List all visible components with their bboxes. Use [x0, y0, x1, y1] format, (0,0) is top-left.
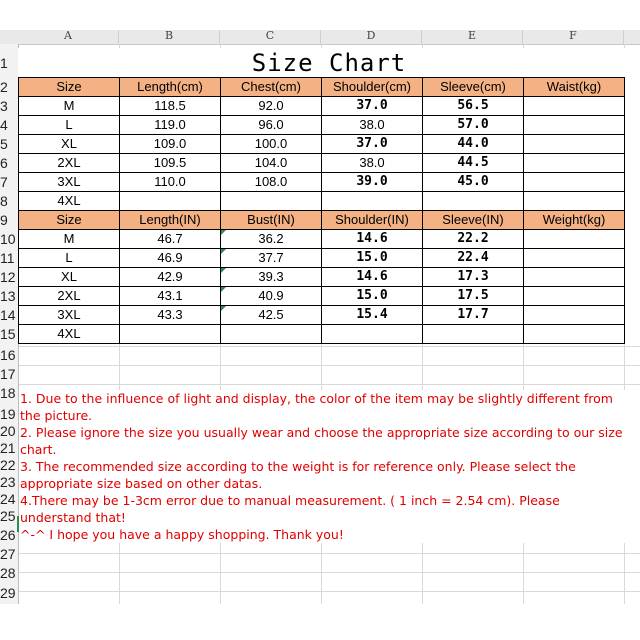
- row-number[interactable]: 26: [0, 527, 16, 543]
- table-cell[interactable]: 37.0: [322, 97, 423, 116]
- column-header-e[interactable]: E: [422, 30, 523, 44]
- table-cell[interactable]: [120, 325, 221, 344]
- table-cell[interactable]: 56.5: [423, 97, 524, 116]
- column-header-a[interactable]: A: [18, 30, 119, 44]
- table-cell[interactable]: 22.4: [423, 249, 524, 268]
- table-cell[interactable]: 109.0: [120, 135, 221, 154]
- table-cell[interactable]: 109.5: [120, 154, 221, 173]
- table-cell[interactable]: [322, 325, 423, 344]
- row-number[interactable]: 23: [0, 474, 16, 490]
- grid-line: [18, 572, 640, 573]
- note-item: ^-^ I hope you have a happy shopping. Thank you!: [20, 527, 344, 542]
- grid-line: [18, 384, 640, 385]
- header-cell[interactable]: Shoulder(IN): [322, 211, 423, 230]
- table-cell[interactable]: [221, 192, 322, 211]
- row-number[interactable]: 8: [0, 193, 8, 209]
- column-header-f[interactable]: F: [523, 30, 624, 44]
- table-cell[interactable]: 37.7: [221, 249, 322, 268]
- row-number[interactable]: 13: [0, 288, 16, 304]
- row-number[interactable]: 18: [0, 385, 16, 401]
- table-cell[interactable]: L: [19, 249, 120, 268]
- row-number[interactable]: 10: [0, 231, 16, 247]
- table-cell[interactable]: 96.0: [221, 116, 322, 135]
- table-cell[interactable]: 14.6: [322, 230, 423, 249]
- column-header-b[interactable]: B: [119, 30, 220, 44]
- table-row: [19, 230, 625, 249]
- table-cell[interactable]: 40.9: [221, 287, 322, 306]
- table-cell[interactable]: 57.0: [423, 116, 524, 135]
- table-cell[interactable]: 36.2: [221, 230, 322, 249]
- table-cell[interactable]: XL: [19, 268, 120, 287]
- table-row: [19, 116, 625, 135]
- table-cell[interactable]: 92.0: [221, 97, 322, 116]
- table-cell[interactable]: 38.0: [322, 154, 423, 173]
- table-row: [19, 325, 625, 344]
- row-number[interactable]: 17: [0, 366, 16, 382]
- row-number[interactable]: 28: [0, 565, 16, 581]
- table-cell[interactable]: M: [19, 97, 120, 116]
- table-cell[interactable]: 45.0: [423, 173, 524, 192]
- row-number[interactable]: 15: [0, 326, 16, 342]
- table-cell[interactable]: [524, 230, 625, 249]
- table-cell[interactable]: 100.0: [221, 135, 322, 154]
- table-cell[interactable]: XL: [19, 135, 120, 154]
- table-row: [19, 249, 625, 268]
- table-cell[interactable]: 43.3: [120, 306, 221, 325]
- table-cell[interactable]: 118.5: [120, 97, 221, 116]
- notes-block: [20, 390, 625, 543]
- table-cell[interactable]: 37.0: [322, 135, 423, 154]
- table-row: [19, 173, 625, 192]
- table-cell[interactable]: [524, 306, 625, 325]
- table-cell[interactable]: 3XL: [19, 306, 120, 325]
- table-cell[interactable]: 38.0: [322, 116, 423, 135]
- row-number[interactable]: 9: [0, 212, 8, 228]
- table-cell[interactable]: [524, 173, 625, 192]
- table-row: [19, 192, 625, 211]
- text-cursor: [17, 516, 19, 532]
- row-number[interactable]: 2: [0, 79, 8, 95]
- table-cell[interactable]: [221, 325, 322, 344]
- table-cell[interactable]: [524, 192, 625, 211]
- table-row: [19, 135, 625, 154]
- header-cell[interactable]: Chest(cm): [221, 78, 322, 97]
- table-row: [19, 268, 625, 287]
- row-number[interactable]: 16: [0, 347, 16, 363]
- table-cell[interactable]: [524, 249, 625, 268]
- row-number[interactable]: 4: [0, 117, 8, 133]
- table-cell[interactable]: 15.0: [322, 249, 423, 268]
- row-number[interactable]: 6: [0, 155, 8, 171]
- header-cell[interactable]: Length(cm): [120, 78, 221, 97]
- table-header-row: [19, 78, 625, 97]
- table-cell[interactable]: L: [19, 116, 120, 135]
- table-cell[interactable]: M: [19, 230, 120, 249]
- table-cell[interactable]: [322, 192, 423, 211]
- table-cell[interactable]: 110.0: [120, 173, 221, 192]
- column-header-d[interactable]: D: [321, 30, 422, 44]
- table-cell[interactable]: [524, 268, 625, 287]
- table-cell[interactable]: 119.0: [120, 116, 221, 135]
- header-cell[interactable]: Waist(kg): [524, 78, 625, 97]
- table-cell[interactable]: 22.2: [423, 230, 524, 249]
- header-cell[interactable]: Shoulder(cm): [322, 78, 423, 97]
- size-table-inches: [18, 210, 625, 344]
- grid-line: [18, 553, 640, 554]
- table-cell[interactable]: 17.3: [423, 268, 524, 287]
- table-cell[interactable]: 42.5: [221, 306, 322, 325]
- row-number[interactable]: 22: [0, 457, 16, 473]
- table-cell[interactable]: [524, 154, 625, 173]
- table-cell[interactable]: 15.0: [322, 287, 423, 306]
- column-header-c[interactable]: C: [220, 30, 321, 44]
- note-item: 2. Please ignore the size you usually wear and choose the appropriate size according to our size chart.: [20, 425, 623, 457]
- row-number[interactable]: 12: [0, 269, 16, 285]
- table-cell[interactable]: [423, 192, 524, 211]
- table-cell[interactable]: 42.9: [120, 268, 221, 287]
- table-cell[interactable]: [524, 135, 625, 154]
- table-row: [19, 97, 625, 116]
- column-header-strip: [0, 30, 640, 45]
- row-number[interactable]: 14: [0, 307, 16, 323]
- table-cell[interactable]: 2XL: [19, 287, 120, 306]
- row-number[interactable]: 3: [0, 98, 8, 114]
- table-cell[interactable]: [524, 116, 625, 135]
- table-cell[interactable]: 44.0: [423, 135, 524, 154]
- grid-line: [18, 591, 640, 592]
- table-cell[interactable]: [524, 325, 625, 344]
- header-cell[interactable]: Bust(IN): [221, 211, 322, 230]
- table-header-row: [19, 211, 625, 230]
- table-cell[interactable]: 44.5: [423, 154, 524, 173]
- table-cell[interactable]: [524, 97, 625, 116]
- row-number[interactable]: 24: [0, 491, 16, 507]
- grid-line: [18, 346, 640, 347]
- row-number[interactable]: 21: [0, 440, 16, 456]
- size-table-cm: [18, 77, 625, 211]
- table-cell[interactable]: 4XL: [19, 192, 120, 211]
- table-cell[interactable]: [423, 325, 524, 344]
- table-cell[interactable]: 108.0: [221, 173, 322, 192]
- row-number[interactable]: 20: [0, 423, 16, 439]
- table-row: [19, 287, 625, 306]
- page-title: Size Chart: [18, 48, 640, 78]
- header-cell[interactable]: Sleeve(IN): [423, 211, 524, 230]
- row-number[interactable]: 11: [0, 250, 15, 266]
- table-cell[interactable]: 4XL: [19, 325, 120, 344]
- header-cell[interactable]: Sleeve(cm): [423, 78, 524, 97]
- table-cell[interactable]: 17.5: [423, 287, 524, 306]
- row-number[interactable]: 27: [0, 546, 16, 562]
- header-cell[interactable]: Weight(kg): [524, 211, 625, 230]
- table-cell[interactable]: 43.1: [120, 287, 221, 306]
- row-number[interactable]: 1: [0, 55, 8, 71]
- row-number[interactable]: 5: [0, 136, 8, 152]
- table-row: [19, 154, 625, 173]
- grid-line: [18, 365, 640, 366]
- table-cell[interactable]: 46.9: [120, 249, 221, 268]
- note-item: 4.There may be 1-3cm error due to manual measurement. ( 1 inch = 2.54 cm). Please understand that!: [20, 493, 560, 525]
- header-cell[interactable]: Length(IN): [120, 211, 221, 230]
- note-item: 3. The recommended size according to the weight is for reference only. Please select the appropriate size based on other datas.: [20, 459, 576, 491]
- table-cell[interactable]: 46.7: [120, 230, 221, 249]
- table-cell[interactable]: 39.0: [322, 173, 423, 192]
- row-number[interactable]: 29: [0, 585, 16, 601]
- header-cell[interactable]: Size: [19, 211, 120, 230]
- table-cell[interactable]: 17.7: [423, 306, 524, 325]
- table-cell[interactable]: 2XL: [19, 154, 120, 173]
- table-cell[interactable]: 14.6: [322, 268, 423, 287]
- header-cell[interactable]: Size: [19, 78, 120, 97]
- table-cell[interactable]: [524, 287, 625, 306]
- table-cell[interactable]: 3XL: [19, 173, 120, 192]
- table-cell[interactable]: 15.4: [322, 306, 423, 325]
- note-item: 1. Due to the influence of light and display, the color of the item may be slightly different from the picture.: [20, 391, 613, 423]
- table-cell[interactable]: 39.3: [221, 268, 322, 287]
- table-row: [19, 306, 625, 325]
- row-number[interactable]: 7: [0, 174, 8, 190]
- row-number[interactable]: 25: [0, 508, 16, 524]
- table-cell[interactable]: [120, 192, 221, 211]
- row-number[interactable]: 19: [0, 406, 16, 422]
- table-cell[interactable]: 104.0: [221, 154, 322, 173]
